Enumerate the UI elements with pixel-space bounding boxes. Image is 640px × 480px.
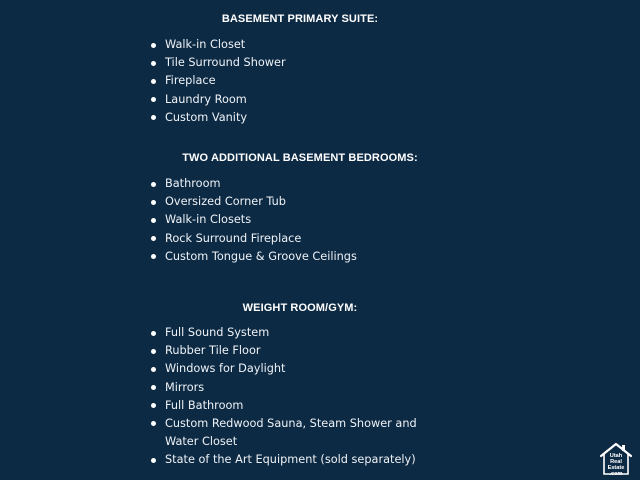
bullet-icon <box>151 385 156 390</box>
list-item-label: Full Sound System <box>165 326 270 339</box>
logo-text-line: Real <box>610 459 622 465</box>
additional-bedrooms-list <box>150 175 357 266</box>
logo-text-line: Estate <box>607 465 625 471</box>
list-item-label: Custom Tongue & Groove Ceilings <box>165 249 357 263</box>
bullet-icon <box>151 218 156 223</box>
list-item <box>150 324 425 342</box>
section-title-additional-bedrooms: TWO ADDITIONAL BASEMENT BEDROOMS: <box>182 152 418 164</box>
logo-text <box>599 453 633 477</box>
list-item <box>150 230 357 248</box>
list-item-label: Full Bathroom <box>165 398 244 412</box>
list-item <box>150 360 425 378</box>
list-item-label: Laundry Room <box>165 92 247 106</box>
list-item <box>150 211 357 229</box>
list-item-label: Tile Surround Shower <box>165 56 286 70</box>
bullet-icon <box>151 367 156 372</box>
list-item <box>150 109 286 127</box>
bullet-icon <box>151 43 156 48</box>
list-item-label: Walk-in Closets <box>165 213 252 227</box>
list-item <box>150 248 357 266</box>
list-item <box>150 36 286 54</box>
bullet-icon <box>151 254 156 259</box>
list-item <box>150 175 357 193</box>
list-item-label: Custom Redwood Sauna, Steam Shower and Water Closet <box>165 416 417 449</box>
bullet-icon <box>151 61 156 66</box>
list-item-label: Oversized Corner Tub <box>165 195 286 209</box>
logo-text-line: .com <box>609 471 623 477</box>
list-item <box>150 379 425 397</box>
list-item <box>150 54 286 72</box>
section-title-basement-primary-suite: BASEMENT PRIMARY SUITE: <box>221 13 379 25</box>
section-title-weight-room-gym: WEIGHT ROOM/GYM: <box>242 302 358 314</box>
list-item-label: Fireplace <box>165 74 216 88</box>
bullet-icon <box>151 421 156 426</box>
bullet-icon <box>151 200 156 205</box>
logo-text-line: Utah <box>609 453 623 459</box>
bullet-icon <box>151 331 156 336</box>
bullet-icon <box>151 115 156 120</box>
bullet-icon <box>151 97 156 102</box>
list-item <box>150 342 425 360</box>
bullet-icon <box>151 182 156 187</box>
list-item-label: Rock Surround Fireplace <box>165 231 302 245</box>
bullet-icon <box>151 458 156 463</box>
list-item-label: Custom Vanity <box>165 110 248 124</box>
bullet-icon <box>151 79 156 84</box>
list-item-label: State of the Art Equipment (sold separately) <box>165 453 416 467</box>
basement-primary-suite-list <box>150 36 286 127</box>
list-item-label: Rubber Tile Floor <box>165 344 261 358</box>
list-item-label: Walk-in Closet <box>165 38 246 51</box>
list-item <box>150 451 425 469</box>
list-item <box>150 397 425 415</box>
list-item-label: Mirrors <box>165 380 205 394</box>
list-item <box>150 193 357 211</box>
list-item <box>150 72 286 90</box>
list-item <box>150 91 286 109</box>
list-item <box>150 415 425 451</box>
utah-real-estate-logo <box>599 441 633 475</box>
weight-room-gym-list <box>150 324 425 470</box>
bullet-icon <box>151 236 156 241</box>
list-item-label: Bathroom <box>165 177 221 190</box>
bullet-icon <box>151 349 156 354</box>
bullet-icon <box>151 403 156 408</box>
list-item-label: Windows for Daylight <box>165 362 286 376</box>
